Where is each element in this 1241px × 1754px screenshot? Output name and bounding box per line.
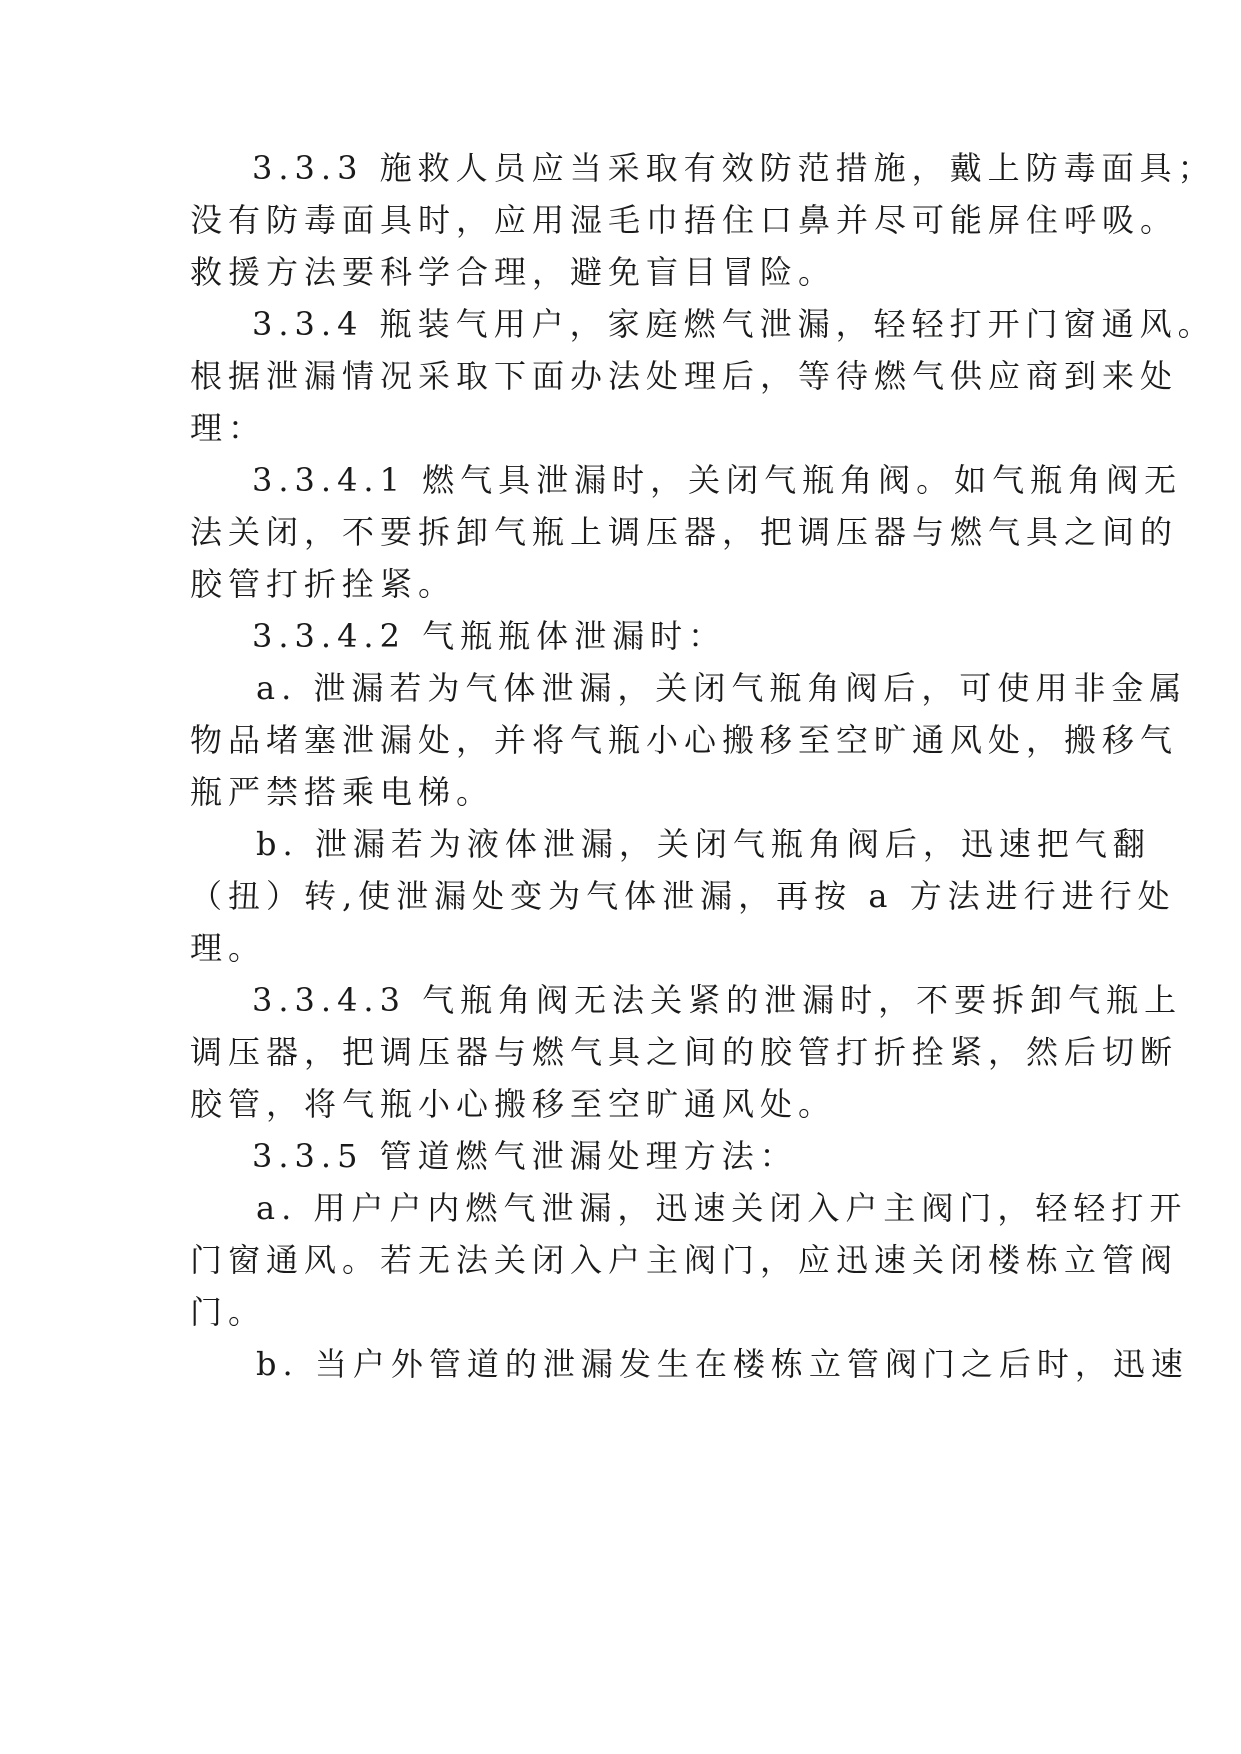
para-3-3-5-heading: 3.3.5 管道燃气泄漏处理方法： (252, 1137, 798, 1175)
para-pipe-a-line-2: 门窗通风。若无法关闭入户主阀门，应迅速关闭楼栋立管阀 (190, 1241, 1179, 1279)
para-pipe-a-line-1: a. 用户户内燃气泄漏，迅速关闭入户主阀门，轻轻打开 (256, 1189, 1188, 1227)
para-item-b-line-2: （扭）转,使泄漏处变为气体泄漏，再按 a 方法进行进行处 (190, 877, 1176, 915)
para-3-3-3-line-3: 救援方法要科学合理，避免盲目冒险。 (190, 253, 837, 291)
para-item-a-line-1: a. 泄漏若为气体泄漏，关闭气瓶角阀后，可使用非金属 (256, 669, 1188, 707)
para-3-3-4-3-line-3: 胶管，将气瓶小心搬移至空旷通风处。 (190, 1085, 837, 1123)
para-item-b-line-3: 理。 (190, 929, 267, 967)
para-pipe-a-line-3: 门。 (190, 1293, 267, 1331)
para-3-3-4-1-line-3: 胶管打折拴紧。 (190, 565, 457, 603)
para-3-3-4-line-3: 理： (190, 409, 267, 447)
para-item-a-line-2: 物品堵塞泄漏处，并将气瓶小心搬移至空旷通风处，搬移气 (190, 721, 1179, 759)
para-3-3-4-3-line-2: 调压器，把调压器与燃气具之间的胶管打折拴紧，然后切断 (190, 1033, 1179, 1071)
para-3-3-4-1-line-1: 3.3.4.1 燃气具泄漏时，关闭气瓶角阀。如气瓶角阀无 (252, 461, 1183, 499)
para-3-3-4-line-1: 3.3.4 瓶装气用户，家庭燃气泄漏，轻轻打开门窗通风。 (252, 305, 1216, 343)
para-item-a-line-3: 瓶严禁搭乘电梯。 (190, 773, 495, 811)
para-3-3-4-line-2: 根据泄漏情况采取下面办法处理后，等待燃气供应商到来处 (190, 357, 1179, 395)
para-3-3-3-line-1: 3.3.3 施救人员应当采取有效防范措施，戴上防毒面具； (252, 149, 1216, 187)
para-3-3-4-3-line-1: 3.3.4.3 气瓶角阀无法关紧的泄漏时，不要拆卸气瓶上 (252, 981, 1183, 1019)
para-3-3-4-1-line-2: 法关闭，不要拆卸气瓶上调压器，把调压器与燃气具之间的 (190, 513, 1179, 551)
para-3-3-4-2-heading: 3.3.4.2 气瓶瓶体泄漏时： (252, 617, 727, 655)
para-pipe-b-line-1: b. 当户外管道的泄漏发生在楼栋立管阀门之后时，迅速 (256, 1345, 1189, 1383)
para-3-3-3-line-2: 没有防毒面具时，应用湿毛巾捂住口鼻并尽可能屏住呼吸。 (190, 201, 1179, 239)
para-item-b-line-1: b. 泄漏若为液体泄漏，关闭气瓶角阀后，迅速把气翻 (256, 825, 1151, 863)
